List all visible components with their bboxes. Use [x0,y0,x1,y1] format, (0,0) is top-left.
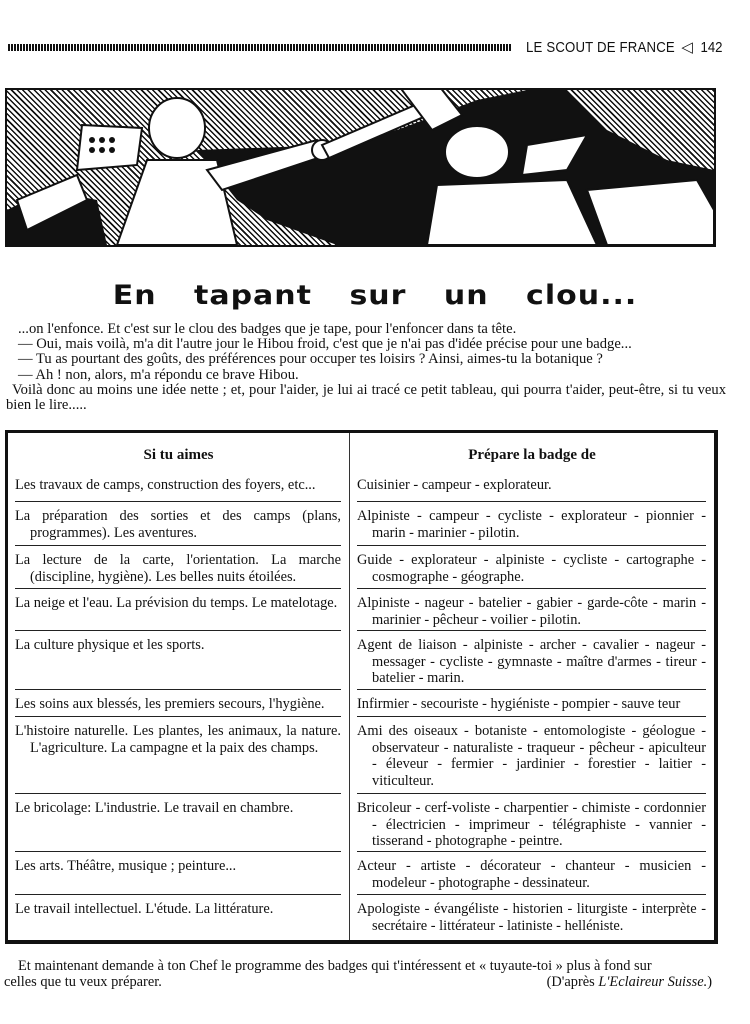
footer-line: celles que tu veux préparer. [4,974,162,990]
article-intro [6,322,726,413]
table-cell: Cuisinier - campeur - explorateur. [357,477,552,493]
table-cell: Bricoleur - cerf-voliste - charpentier - chimiste - cordonnier - électricien - imprimeur - télégraphiste - vannier - tisserand - photographe - peintre. [357,793,706,850]
table-cell: Acteur - artiste - décorateur - chanteur - musicien - modeleur - photographe - dessinateur. [357,851,706,891]
running-header [8,36,724,58]
table-cell: Le bricolage: L'industrie. Le travail en chambre. [15,793,341,817]
table-cell: La culture physique et les sports. [15,630,341,654]
table-cell: Infirmier - secouriste - hygiéniste - pompier - sauve teur [357,689,706,713]
intro-paragraph: — Oui, mais voilà, m'a dit l'autre jour le Hibou froid, c'est que je n'ai pas d'idée précise pour une badge... [18,336,632,353]
article-footer [4,958,726,990]
table-cell: Ami des oiseaux - botaniste - entomologiste - géologue - observateur - naturaliste - traqueur - pêcheur - apiculteur - éleveur - fermier - jardinier - forestier - laitier - viticulteur. [357,716,706,789]
table-cell: Agent de liaison - alpiniste - archer - cavalier - nageur - messager - cycliste - gymnaste - maître d'armes - tireur - batelier - marin. [357,630,706,687]
source-credit: (D'après L'Eclaireur Suisse.) [546,974,712,990]
table-cell: Le travail intellectuel. L'étude. La littérature. [15,894,341,918]
left-triangle-icon: ◁ [681,38,693,56]
table-cell: La lecture de la carte, l'orientation. La marche (discipline, hygiène). Les belles nuits étoilées. [15,545,341,585]
table-cell: Alpiniste - nageur - batelier - gabier - garde-côte - marin - marinier - pêcheur - voilier - pilotin. [357,588,706,628]
header-rule [8,44,512,51]
table-cell: L'histoire naturelle. Les plantes, les animaux, la nature. L'agriculture. La campagne et la paix des champs. [15,716,341,756]
scouts-hammer-illustration [7,90,714,245]
column-interests [8,433,349,940]
table-cell: Les soins aux blessés, les premiers secours, l'hygiène. [15,689,341,713]
badge-table [5,430,718,944]
table-cell: Les travaux de camps, construction des foyers, etc... [15,477,316,493]
intro-paragraph: — Tu as pourtant des goûts, des préférences pour occuper tes loisirs ? Ainsi, aimes-tu la botanique ? [18,351,603,368]
intro-paragraph: Voilà donc au moins une idée nette ; et, pour l'aider, je lui ai tracé ce petit tableau, qui pourra t'aider, peut-être, si tu veux bien le lire..... [6,381,726,414]
column-badges [349,433,714,940]
table-cell: Alpiniste - campeur - cycliste - explorateur - pionnier - marin - marinier - pilotin. [357,501,706,541]
table-cell: Guide - explorateur - alpiniste - cycliste - cartographe - cosmographe - géographe. [357,545,706,585]
table-cell: La préparation des sorties et des camps (plans, programmes). Les aventures. [15,501,341,541]
intro-paragraph: — Ah ! non, alors, m'a répondu ce brave Hibou. [18,366,299,383]
column-header: Si tu aimes [143,447,214,463]
magazine-name: LE SCOUT DE FRANCE [526,38,676,56]
page-number: 142 [700,38,723,56]
article-title: En tapant sur un clou... [112,279,638,312]
table-cell: Les arts. Théâtre, musique ; peinture... [15,851,341,875]
table-cell: La neige et l'eau. La prévision du temps. Le matelotage. [15,588,341,612]
intro-paragraph: ...on l'enfonce. Et c'est sur le clou des badges que je tape, pour l'enfoncer dans ta tête. [18,321,517,337]
column-header: Prépare la badge de [468,447,596,463]
table-cell: Apologiste - évangéliste - historien - liturgiste - interprète - secrétaire - littérateur - latiniste - helléniste. [357,894,706,934]
footer-line: Et maintenant demande à ton Chef le programme des badges qui t'intéressent et « tuyaute-toi » plus à fond sur [18,958,652,974]
illustration [5,88,716,247]
source-name: L'Eclaireur Suisse. [598,974,708,990]
